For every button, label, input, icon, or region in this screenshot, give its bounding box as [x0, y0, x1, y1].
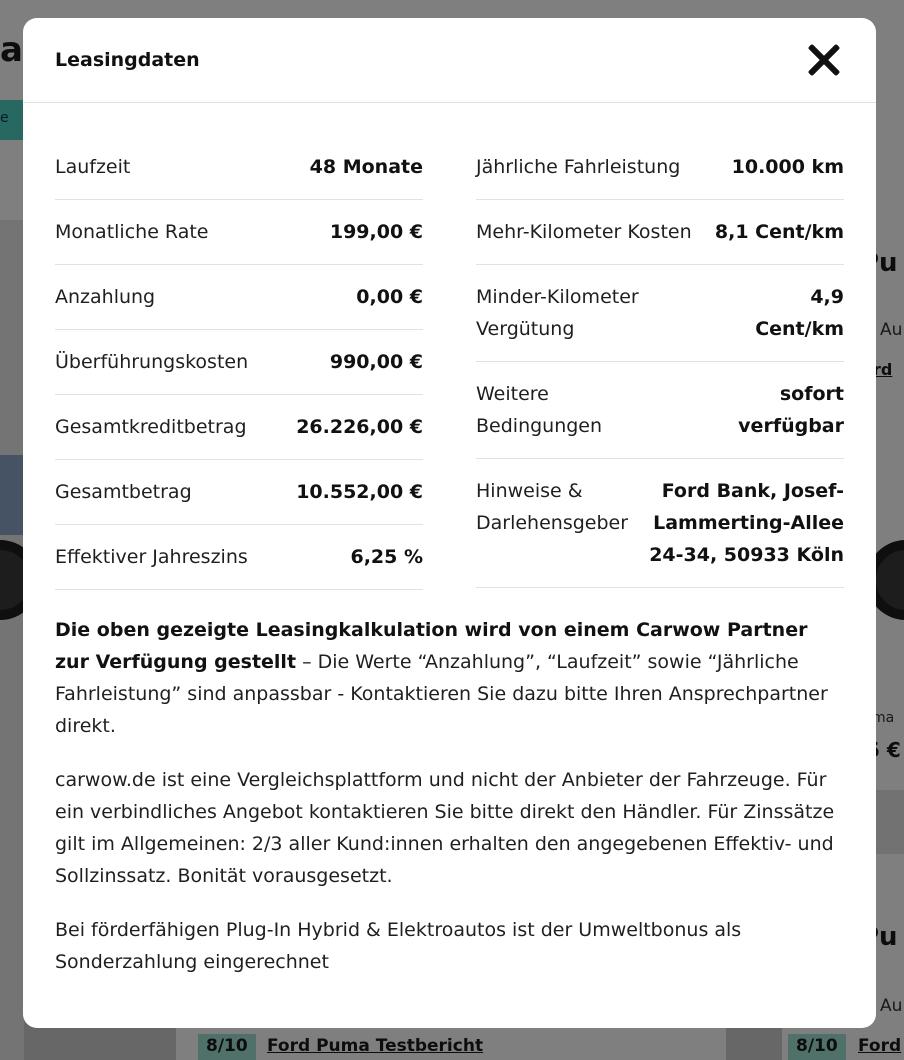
- detail-label: Anzahlung: [55, 286, 156, 308]
- close-icon[interactable]: [806, 42, 842, 78]
- detail-label: Überführungskosten: [55, 351, 249, 373]
- detail-label: Jährliche Fahrleistung: [476, 156, 681, 178]
- modal-header: [23, 18, 876, 103]
- note-partner-text: – Die Werte “Anzahlung”, “Laufzeit” sowie “Jährliche Fahrleistung” sind anpassbar - Kontaktieren Sie dazu bitte Ihren Ansprechpartner direkt.: [55, 651, 828, 737]
- detail-row-jaehrliche-fahrleistung: [476, 135, 844, 200]
- detail-value: 6,25 %: [350, 546, 423, 568]
- detail-row-weitere-bedingungen: [476, 362, 844, 459]
- detail-value: 990,00 €: [329, 351, 423, 373]
- note-partner-bold: Die oben gezeigte Leasingkalkulation wird von einem Carwow Partner zur Verfügung gestellt: [55, 619, 808, 673]
- detail-label: Effektiver Jahreszins: [55, 546, 248, 568]
- detail-row-effektiver-jahreszins: [55, 525, 423, 590]
- detail-row-minder-kilometer-verguetung: [476, 265, 844, 362]
- detail-label: Weitere Bedingungen: [476, 383, 603, 437]
- detail-label: Monatliche Rate: [55, 221, 209, 243]
- detail-label: Hinweise & Darlehensgeber: [476, 480, 629, 534]
- detail-label: Minder-Kilometer Vergütung: [476, 286, 639, 340]
- leasing-details-left: [55, 135, 423, 590]
- leasing-data-modal: [23, 18, 876, 1028]
- detail-value: 26.226,00 €: [296, 416, 423, 438]
- detail-value: sofort verfügbar: [738, 383, 844, 437]
- detail-value: 48 Monate: [309, 156, 423, 178]
- leasing-details-right: [476, 135, 844, 590]
- detail-label: Gesamtkreditbetrag: [55, 416, 247, 438]
- detail-row-gesamtbetrag: [55, 460, 423, 525]
- detail-label: Laufzeit: [55, 156, 131, 178]
- detail-value: 4,9 Cent/km: [755, 286, 844, 340]
- detail-value: 199,00 €: [329, 221, 423, 243]
- detail-value: 10.000 km: [731, 156, 844, 178]
- detail-value: Ford Bank, Josef-Lammerting-Allee 24-34, 50933 Köln: [649, 480, 844, 566]
- detail-row-laufzeit: [55, 135, 423, 200]
- detail-row-ueberfuehrungskosten: [55, 330, 423, 395]
- detail-row-mehr-kilometer-kosten: [476, 200, 844, 265]
- detail-row-anzahlung: [55, 265, 423, 330]
- detail-row-monatliche-rate: [55, 200, 423, 265]
- note-partner: [55, 614, 844, 742]
- detail-label: Mehr-Kilometer Kosten: [476, 221, 692, 243]
- detail-value: 10.552,00 €: [296, 481, 423, 503]
- detail-value: 8,1 Cent/km: [714, 221, 844, 243]
- detail-value: 0,00 €: [356, 286, 423, 308]
- modal-title: Leasingdaten: [55, 49, 200, 71]
- detail-row-gesamtkreditbetrag: [55, 395, 423, 460]
- note-platform: carwow.de ist eine Vergleichsplattform und nicht der Anbieter der Fahrzeuge. Für ein verbindliches Angebot kontaktieren Sie bitte direkt den Händler. Für Zinssätze gilt im Allgemeinen: 2/3 aller Kund:innen erhalten den angegebenen Effektiv- und Sollzinssatz. Bonität vorausgesetzt.: [55, 769, 835, 887]
- detail-row-hinweise-darlehensgeber: [476, 459, 844, 588]
- note-umweltbonus: Bei förderfähigen Plug-In Hybrid & Elektroautos ist der Umweltbonus als Sonderzahlung eingerechnet: [55, 919, 742, 973]
- modal-body: [23, 103, 876, 978]
- leasing-notes: [55, 614, 844, 978]
- leasing-details-grid: [55, 135, 844, 590]
- detail-label: Gesamtbetrag: [55, 481, 192, 503]
